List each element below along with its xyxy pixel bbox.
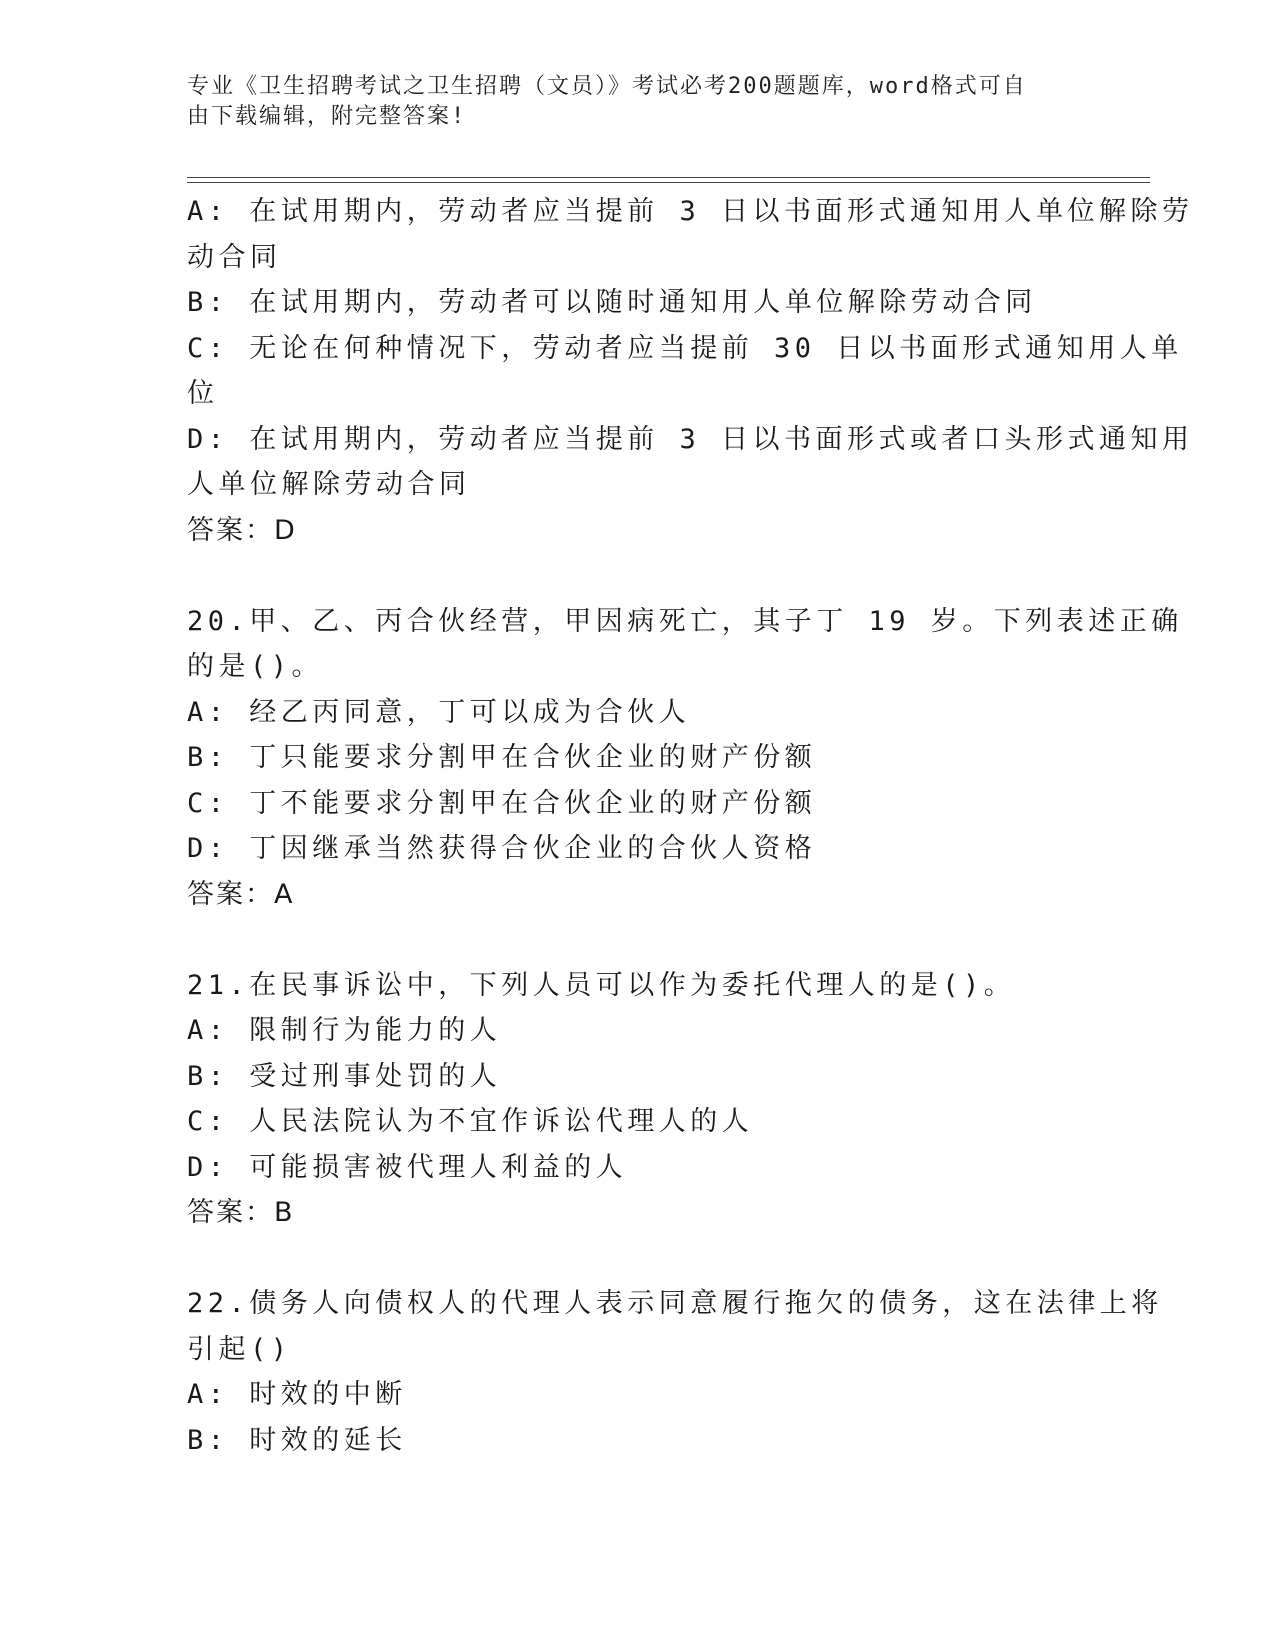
option-a-line-1: A: 在试用期内，劳动者应当提前 3 日以书面形式通知用人单位解除劳: [187, 196, 1194, 227]
question-stem-line-1: 20.甲、乙、丙合伙经营，甲因病死亡，其子丁 19 岁。下列表述正确: [187, 605, 1183, 637]
option-c-line-1: C: 无论在何种情况下，劳动者应当提前 30 日以书面形式通知用人单: [187, 332, 1183, 364]
option-b: B: 丁只能要求分割甲在合伙企业的财产份额: [187, 742, 817, 773]
document-header: [187, 72, 1067, 132]
question-stem-line-2: 引起(): [187, 1333, 292, 1365]
spacer: [187, 917, 1077, 963]
question-stem: 21.在民事诉讼中，下列人员可以作为委托代理人的是()。: [187, 969, 1016, 1001]
spacer: [187, 1236, 1077, 1282]
question-stem-line-2: 的是()。: [187, 651, 324, 682]
option-d-line-2: 人单位解除劳动合同: [187, 469, 471, 500]
question-22: [187, 1281, 1163, 1463]
answer-label: 答案：B: [187, 1197, 295, 1228]
question-stem-line-1: 22.债务人向债权人的代理人表示同意履行拖欠的债务，这在法律上将: [187, 1288, 1163, 1319]
option-a: A: 经乙丙同意，丁可以成为合伙人: [187, 696, 691, 728]
question-list: [187, 189, 1194, 1463]
option-c: C: 丁不能要求分割甲在合伙企业的财产份额: [187, 787, 817, 819]
question-21: [187, 963, 1077, 1236]
option-a: A: 时效的中断: [187, 1379, 407, 1410]
option-d: D: 丁因继承当然获得合伙企业的合伙人资格: [187, 833, 817, 864]
spacer: [187, 553, 1077, 599]
option-d: D: 可能损害被代理人利益的人: [187, 1151, 628, 1183]
header-title-line-1: 专业《卫生招聘考试之卫生招聘（文员）》考试必考200题题库，word格式可自: [187, 74, 1027, 99]
option-b: B: 受过刑事处罚的人: [187, 1060, 502, 1092]
answer-label: 答案：A: [187, 878, 295, 910]
header-title-line-2: 由下载编辑，附完整答案!: [187, 104, 467, 129]
option-b: B: 时效的延长: [187, 1424, 407, 1456]
option-a-line-2: 动合同: [187, 241, 282, 273]
option-c-line-2: 位: [187, 378, 219, 409]
option-b: B: 在试用期内，劳动者可以随时通知用人单位解除劳动合同: [187, 287, 1037, 318]
header-divider-bottom: [187, 182, 1150, 183]
option-c: C: 人民法院认为不宜作诉讼代理人的人: [187, 1106, 754, 1137]
option-d-line-1: D: 在试用期内，劳动者应当提前 3 日以书面形式或者口头形式通知用: [187, 423, 1194, 455]
header-divider-top: [187, 177, 1150, 178]
option-a: A: 限制行为能力的人: [187, 1015, 502, 1046]
question-19-continued: [187, 189, 1194, 553]
answer-label: 答案：D: [187, 514, 297, 546]
question-20: [187, 599, 1183, 918]
